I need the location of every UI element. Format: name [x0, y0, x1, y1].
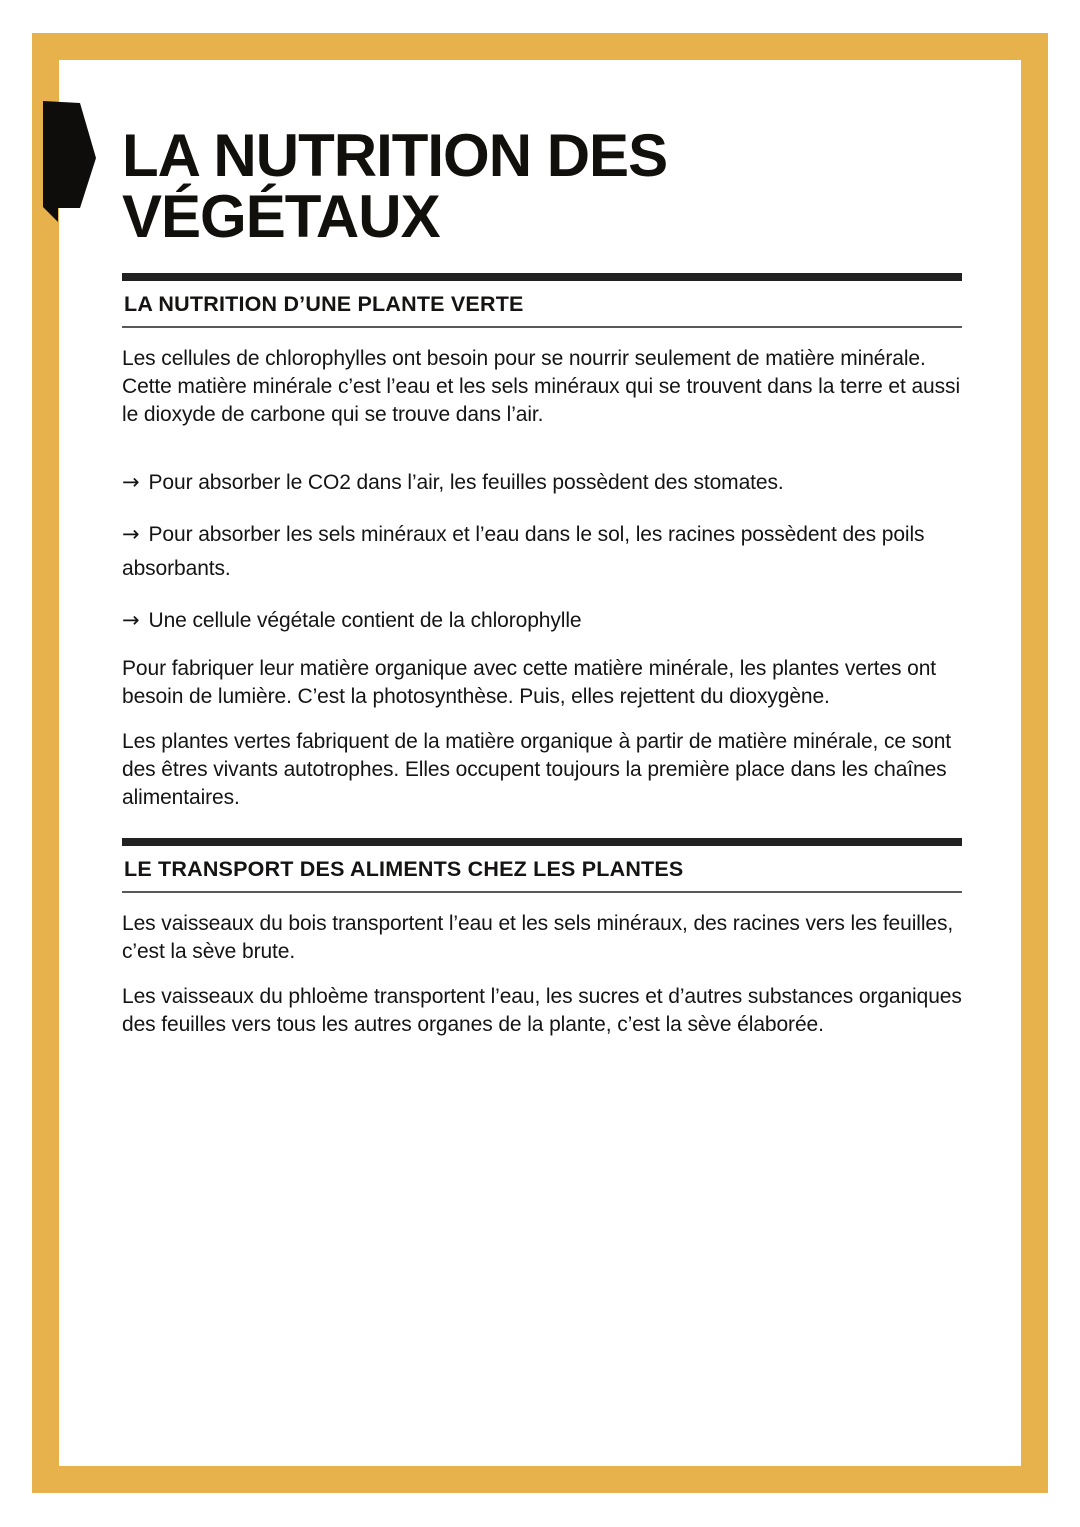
paragraph: Pour fabriquer leur matière organique avec cette matière minérale, les plantes vertes ont besoin de lumière. C’est la photosynthèse. Puis, elles rejettent du dioxygène.: [122, 657, 937, 708]
arrow-right-icon: →: [122, 470, 140, 494]
page-title: LA NUTRITION DES VÉGÉTAUX: [122, 122, 668, 250]
arrow-right-icon: →: [122, 522, 140, 546]
bullet-text: Une cellule végétale contient de la chlorophylle: [148, 609, 582, 632]
section-heading: LE TRANSPORT DES ALIMENTS CHEZ LES PLANTES: [124, 857, 684, 881]
section-heading: LA NUTRITION D’UNE PLANTE VERTE: [124, 292, 524, 316]
paragraph: Les cellules de chlorophylles ont besoin pour se nourrir seulement de matière minérale. Cette matière minérale c’est l’eau et les sels minéraux qui se trouvent dans la terre et aussi le dioxyde de carbone qui se trouve dans l’air.: [122, 347, 961, 426]
section-heading-rule-block: [122, 273, 962, 328]
bullet-item: [122, 603, 962, 638]
section-transport-aliments: [122, 838, 962, 1039]
bullet-text: Pour absorber les sels minéraux et l’eau dans le sol, les racines possèdent des poils absorbants.: [122, 523, 925, 580]
bullet-list: [122, 465, 962, 638]
bullet-text: Pour absorber le CO2 dans l’air, les feuilles possèdent des stomates.: [148, 471, 784, 494]
bullet-item: [122, 465, 962, 500]
paragraph: Les plantes vertes fabriquent de la matière organique à partir de matière minérale, ce sont des êtres vivants autotrophes. Elles occupent toujours la première place dans les chaînes alimentaires.: [122, 730, 952, 809]
document-body: [122, 62, 962, 1039]
section-nutrition-plante-verte: [122, 273, 962, 812]
paragraph: Les vaisseaux du phloème transportent l’eau, les sucres et d’autres substances organiques des feuilles vers tous les autres organes de la plante, c’est la sève élaborée.: [122, 985, 962, 1036]
paragraph: Les vaisseaux du bois transportent l’eau et les sels minéraux, des racines vers les feuilles, c’est la sève brute.: [122, 912, 954, 963]
section-heading-rule-block: [122, 838, 962, 893]
arrow-right-icon: →: [122, 608, 140, 632]
bookmark-icon: [43, 100, 97, 222]
bullet-item: [122, 517, 962, 586]
